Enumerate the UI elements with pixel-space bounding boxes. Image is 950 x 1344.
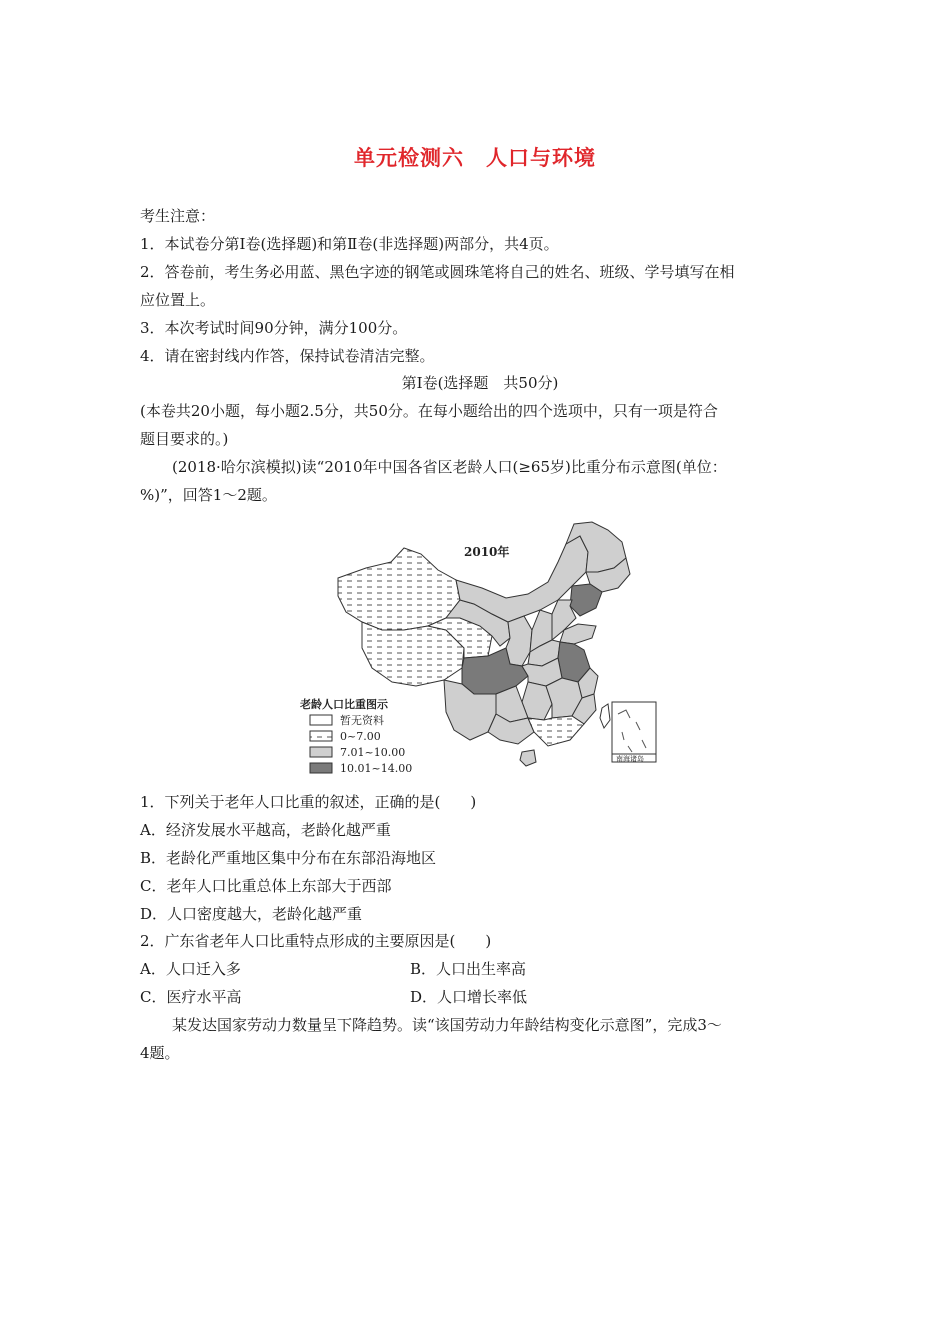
legend-label-3: 10.01~14.00	[340, 762, 413, 775]
q1-option-c: C．老年人口比重总体上东部大于西部	[140, 877, 392, 895]
legend-label-2: 7.01~10.00	[340, 746, 406, 759]
region-guangdong	[528, 716, 584, 746]
region-taiwan	[600, 704, 610, 728]
notice-item-3: 3．本次考试时间90分钟，满分100分。	[140, 319, 408, 337]
page-title: 单元检测六 人口与环境	[354, 145, 596, 170]
notice-item-2-cont: 应位置上。	[140, 291, 216, 309]
region-shaanxi	[506, 616, 532, 666]
question-stem-line2: %)”，回答1～2题。	[140, 486, 277, 504]
q2-stem: 2．广东省老年人口比重特点形成的主要原因是( )	[140, 932, 492, 950]
map-legend	[300, 697, 412, 775]
section-desc-line1: (本卷共20小题，每小题2.5分，共50分。在每小题给出的四个选项中，只有一项是符合	[140, 402, 718, 420]
q1-option-d: D．人口密度越大，老龄化越严重	[140, 905, 363, 923]
section-heading: 第Ⅰ卷(选择题 共50分)	[401, 374, 559, 392]
region-liaoning	[570, 584, 602, 616]
q2-option-a: A．人口迁入多	[140, 960, 241, 978]
question-stem-2-line2: 4题。	[140, 1044, 180, 1062]
notice-heading: 考生注意：	[140, 207, 216, 225]
region-hainan	[520, 750, 536, 766]
legend-swatch-dashed	[310, 731, 332, 741]
notice-item-4: 4．请在密封线内作答，保持试卷清洁完整。	[140, 347, 435, 365]
q1-stem: 1．下列关于老年人口比重的叙述，正确的是( )	[140, 793, 477, 811]
region-xinjiang	[338, 548, 460, 630]
legend-swatch-dark	[310, 763, 332, 773]
china-elderly-population-map	[296, 518, 666, 783]
map-graphic	[296, 518, 666, 783]
legend-label-0: 暂无资料	[340, 714, 384, 727]
legend-swatch-blank	[310, 715, 332, 725]
notice-item-1: 1．本试卷分第Ⅰ卷(选择题)和第Ⅱ卷(非选择题)两部分，共4页。	[140, 235, 559, 253]
q2-option-c: C．医疗水平高	[140, 988, 242, 1006]
legend-swatch-light	[310, 747, 332, 757]
q2-option-d: D．人口增长率低	[410, 988, 528, 1006]
q1-option-b: B．老龄化严重地区集中分布在东部沿海地区	[140, 849, 437, 867]
section-desc-line2: 题目要求的。)	[140, 430, 229, 448]
notice-item-2: 2．答卷前，考生务必用蓝、黑色字迹的钢笔或圆珠笔将自己的姓名、班级、学号填写在相	[140, 263, 735, 281]
q1-option-a: A．经济发展水平越高，老龄化越严重	[140, 821, 391, 839]
q2-option-b: B．人口出生率高	[410, 960, 527, 978]
inset-label: 南海诸岛	[616, 755, 644, 763]
south-china-sea-inset	[612, 702, 656, 763]
legend-label-1: 0~7.00	[340, 730, 381, 743]
legend-title: 老龄人口比重图示	[300, 698, 388, 711]
question-stem-2-line1: 某发达国家劳动力数量呈下降趋势。读“该国劳动力年龄结构变化示意图”，完成3～	[172, 1016, 722, 1034]
question-stem-line1: (2018·哈尔滨模拟)读“2010年中国各省区老龄人口(≥65岁)比重分布示意图(单位：	[172, 458, 727, 476]
map-year-label: 2010年	[464, 545, 510, 559]
